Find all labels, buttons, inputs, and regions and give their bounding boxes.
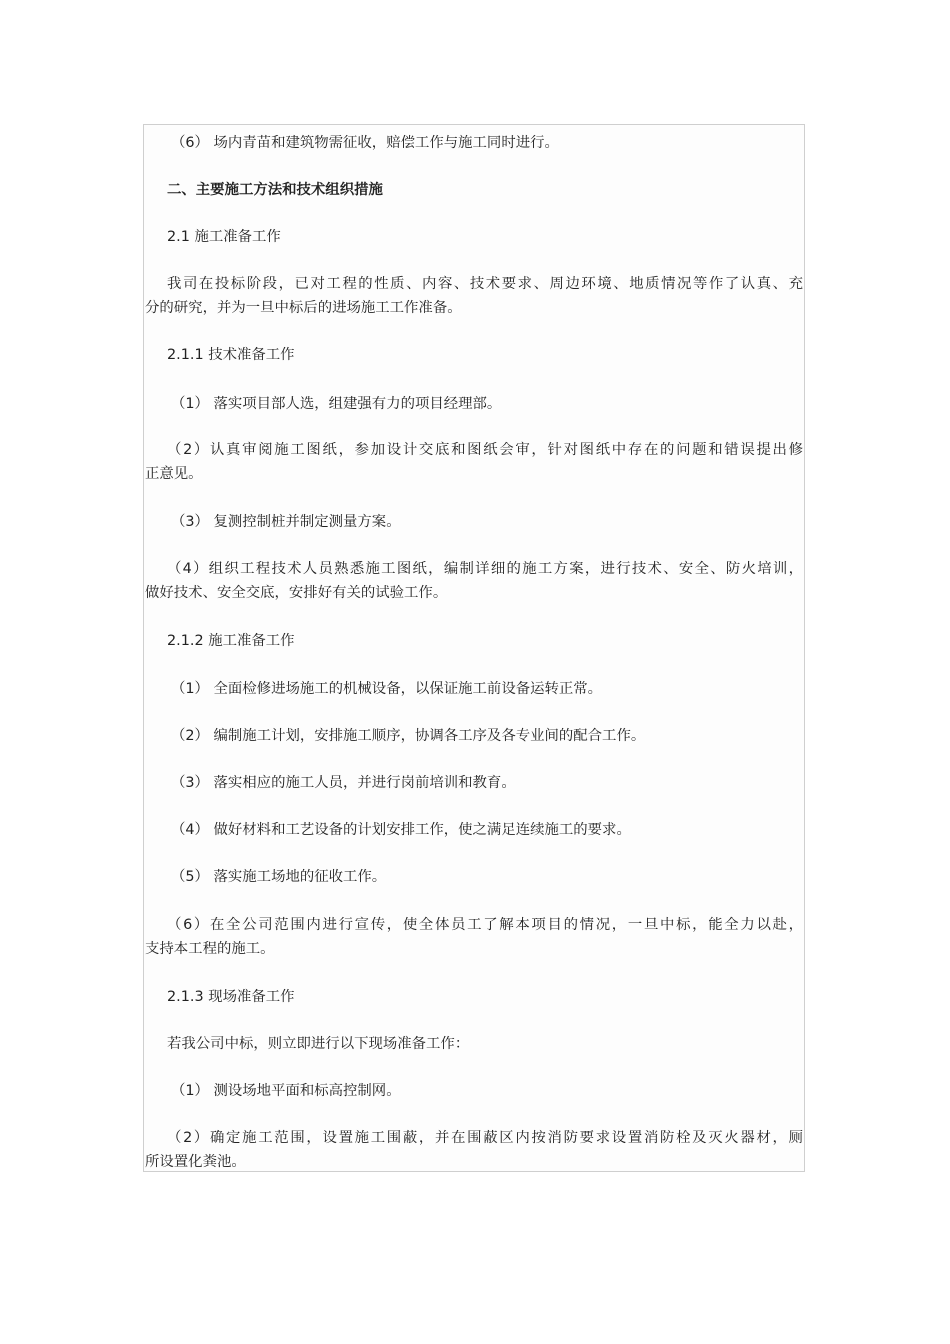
paragraph-site-item-2-line-1: （2）确定施工范围，设置施工围蔽，并在围蔽区内按消防要求设置消防栓及灭火器材，厕	[167, 1130, 803, 1146]
paragraph-site-item-1: （1） 测设场地平面和标高控制网。	[171, 1083, 401, 1099]
paragraph-prep-item-3: （3） 落实相应的施工人员，并进行岗前培训和教育。	[171, 775, 516, 791]
paragraph-bid-stage-line-2: 分的研究，并为一旦中标后的进场施工工作准备。	[145, 300, 462, 316]
paragraph-prep-item-6-line-2: 支持本工程的施工。	[145, 941, 275, 957]
paragraph-prep-item-4: （4） 做好材料和工艺设备的计划安排工作，使之满足连续施工的要求。	[171, 822, 631, 838]
paragraph-prep-item-2: （2） 编制施工计划，安排施工顺序，协调各工序及各专业间的配合工作。	[171, 728, 646, 744]
paragraph-prep-item-1: （1） 全面检修进场施工的机械设备，以保证施工前设备运转正常。	[171, 681, 603, 697]
paragraph-tech-item-1: （1） 落实项目部人选，组建强有力的项目经理部。	[171, 396, 502, 412]
paragraph-tech-item-4-line-1: （4）组织工程技术人员熟悉施工图纸，编制详细的施工方案，进行技术、安全、防火培训，	[167, 561, 803, 577]
section-heading-2: 二、主要施工方法和技术组织措施	[167, 182, 383, 198]
paragraph-bid-stage-line-1: 我司在投标阶段，已对工程的性质、内容、技术要求、周边环境、地质情况等作了认真、充	[167, 276, 803, 292]
subsection-heading-2-1-2: 2.1.2 施工准备工作	[167, 633, 295, 649]
paragraph-site-intro: 若我公司中标，则立即进行以下现场准备工作：	[167, 1036, 470, 1052]
paragraph-item-6-seedlings: （6） 场内青苗和建筑物需征收，赔偿工作与施工同时进行。	[171, 135, 559, 151]
paragraph-tech-item-3: （3） 复测控制桩并制定测量方案。	[171, 514, 401, 530]
paragraph-tech-item-2-line-1: （2）认真审阅施工图纸，参加设计交底和图纸会审，针对图纸中存在的问题和错误提出修	[167, 442, 803, 458]
paragraph-prep-item-6-line-1: （6）在全公司范围内进行宣传，使全体员工了解本项目的情况，一旦中标，能全力以赴，	[167, 917, 803, 933]
subsection-heading-2-1-3: 2.1.3 现场准备工作	[167, 989, 295, 1005]
subsection-heading-2-1-1: 2.1.1 技术准备工作	[167, 347, 295, 363]
paragraph-prep-item-5: （5） 落实施工场地的征收工作。	[171, 869, 387, 885]
paragraph-site-item-2-line-2: 所设置化粪池。	[145, 1154, 246, 1170]
subsection-heading-2-1: 2.1 施工准备工作	[167, 229, 281, 245]
paragraph-tech-item-4-line-2: 做好技术、安全交底，安排好有关的试验工作。	[145, 585, 448, 601]
paragraph-tech-item-2-line-2: 正意见。	[145, 466, 203, 482]
document-frame	[143, 124, 805, 1172]
